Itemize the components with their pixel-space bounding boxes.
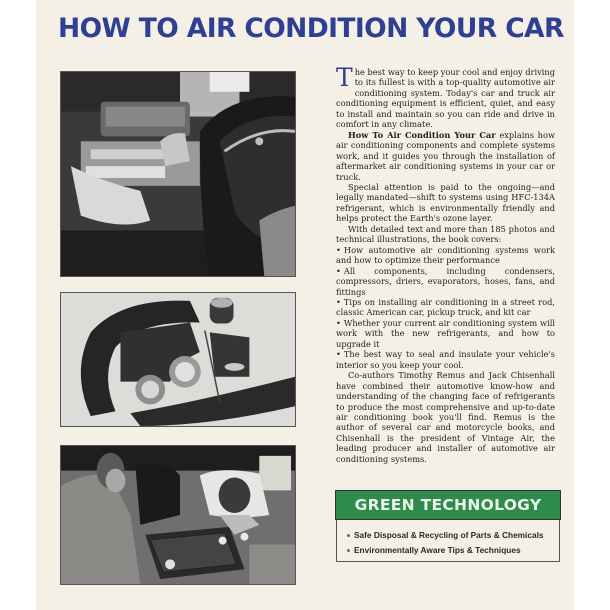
photo-ducts-and-vents	[60, 292, 296, 427]
bullet-icon: •	[336, 349, 341, 360]
drop-cap: T	[336, 63, 353, 92]
book-title-inline: How To Air Condition Your Car	[348, 129, 496, 140]
bullet-item: • Whether your current air conditioning system will work with the new refrigerants, and how to upgrade it	[336, 317, 555, 349]
green-bullet-icon	[347, 534, 350, 537]
authors-paragraph: Co-authors Timothy Remus and Jack Chisenhall have combined their automotive know-how and understanding of the changing face of refrigerants to produce the most comprehensive and up-to-date air conditioning book you'll find. Remus is the author of several car and motorcycle books, and Chisenhall is the president of Vintage Air, the leading producer and installer of automotive air conditioning systems.	[336, 370, 555, 464]
green-technology-list	[347, 528, 544, 558]
description-text	[336, 63, 556, 464]
bullet-item: • Tips on installing air conditioning in a street rod, classic American car, pickup truck, and kit car	[336, 296, 555, 318]
green-technology-title: GREEN TECHNOLOGY	[335, 490, 561, 520]
green-technology-box	[336, 491, 560, 562]
green-list-item: Environmentally Aware Tips & Techniques	[347, 543, 544, 558]
book-summary-paragraph: How To Air Condition Your Car explains how air conditioning components and complete systems work, and it guides you through the installation of aftermarket air conditioning systems in your car or truck.	[336, 129, 556, 182]
intro-paragraph: The best way to keep your cool and enjoy driving to its fullest is with a top-quality automotive air conditioning system. Today's car and truck air conditioning equipment is efficient, quiet, and easy to install and maintain so you can ride and drive in comfort in any climate.	[336, 63, 555, 130]
bullet-icon: •	[336, 265, 341, 276]
ducts-vents-image	[61, 293, 295, 426]
photo-engine-bay	[60, 71, 296, 277]
engine-bay-image	[61, 72, 295, 276]
bullet-icon: •	[336, 296, 341, 307]
bullet-icon: •	[336, 317, 341, 328]
green-list-item: Safe Disposal & Recycling of Parts & Chemicals	[347, 528, 544, 543]
covers-intro-paragraph: With detailed text and more than 185 photos and technical illustrations, the book covers:	[336, 223, 555, 245]
bullet-item: • All components, including condensers, compressors, driers, evaporators, hoses, fans, and fittings	[336, 265, 555, 297]
photo-installation	[60, 445, 296, 585]
bullet-item: • The best way to seal and insulate your vehicle's interior so you keep your cool.	[336, 349, 555, 370]
bullet-item: • How automotive air conditioning systems work and how to optimize their performance	[336, 244, 555, 266]
green-bullet-icon	[347, 549, 350, 552]
installation-image	[61, 446, 295, 584]
book-back-cover	[36, 0, 574, 610]
bullet-icon: •	[336, 244, 341, 255]
headline: HOW TO AIR CONDITION YOUR CAR	[58, 13, 564, 44]
refrigerant-paragraph: Special attention is paid to the ongoing—and legally mandated—shift to systems using HFC-134A refrigerant, which is environmentally friendly and helps protect the Earth's ozone layer.	[336, 181, 555, 224]
